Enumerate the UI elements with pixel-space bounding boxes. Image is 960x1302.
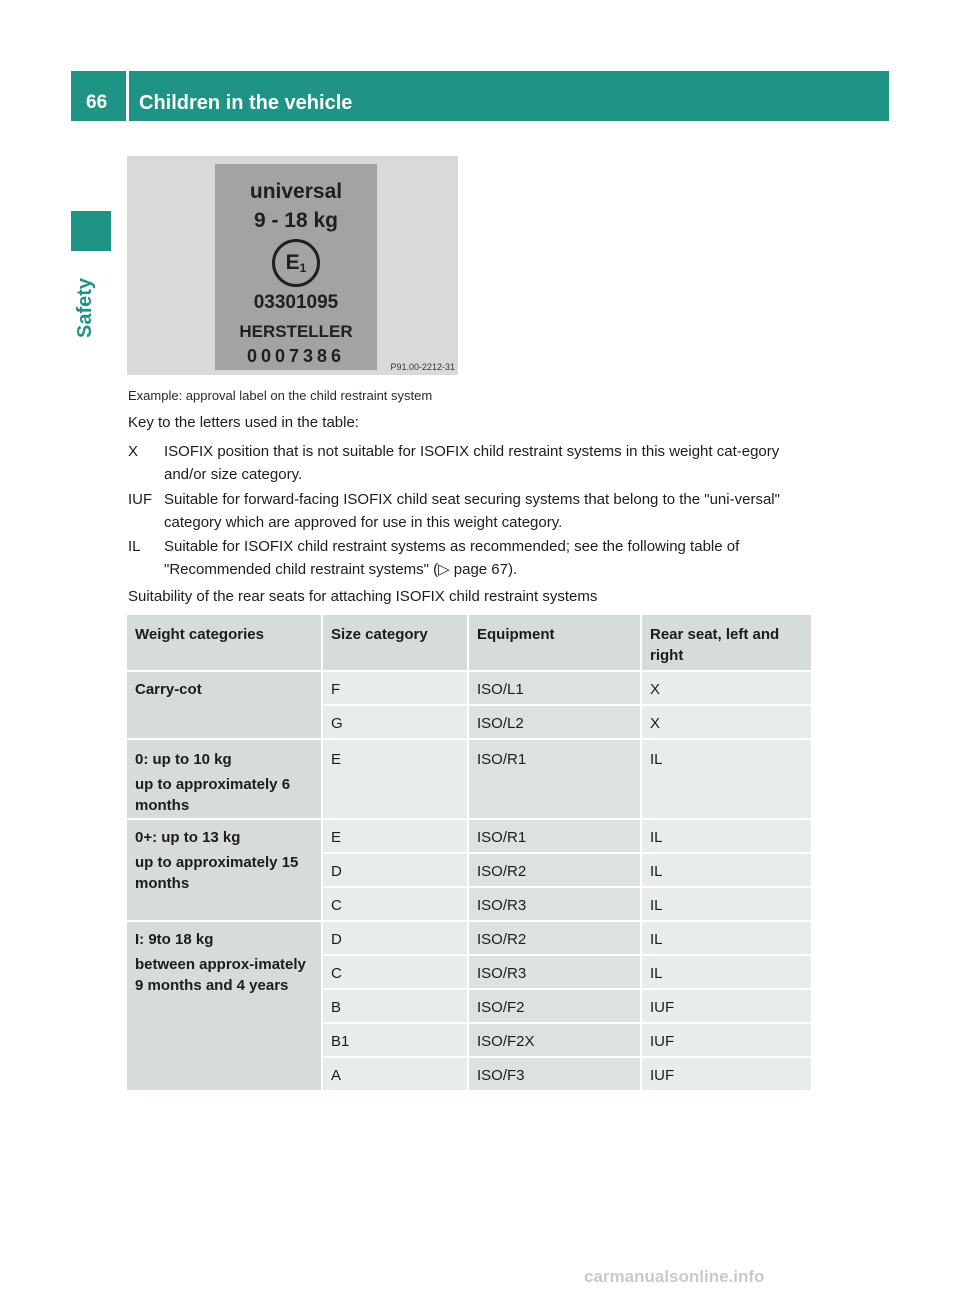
label-universal: universal — [249, 180, 343, 203]
chapter-title: Children in the vehicle — [139, 92, 353, 114]
approval-label-plate — [215, 164, 377, 370]
rear-seat-cell: IL — [642, 740, 811, 820]
equipment-cell: ISO/F2 — [469, 990, 642, 1024]
size-cell: F — [323, 672, 469, 706]
label-serial: 0007386 — [246, 346, 346, 366]
label-approval-number: 03301095 — [253, 292, 339, 313]
table-title: Suitability of the rear seats for attaching ISOFIX child restraint systems — [128, 588, 598, 605]
col-header-size: Size category — [323, 615, 469, 672]
equipment-cell: ISO/L2 — [469, 706, 642, 740]
rear-seat-cell: X — [642, 672, 811, 706]
weight-category-cell — [127, 672, 323, 740]
table-header-row — [127, 615, 811, 672]
equipment-cell: ISO/R1 — [469, 820, 642, 854]
rear-seat-cell: X — [642, 706, 811, 740]
table-row — [127, 922, 811, 956]
rear-seat-cell: IL — [642, 888, 811, 922]
figure-caption: Example: approval label on the child restraint system — [128, 388, 433, 403]
label-manufacturer: HERSTELLER — [239, 322, 353, 341]
key-intro: Key to the letters used in the table: — [128, 414, 359, 431]
e-mark-number: 1 — [299, 261, 307, 275]
key-text: ISOFIX position that is not suitable for ISOFIX child restraint systems in this weight cat-egory and/or size category. — [164, 443, 780, 483]
figure-reference: P91.00-2212-31 — [390, 362, 455, 372]
equipment-cell: ISO/R2 — [469, 922, 642, 956]
weight-category-cell — [127, 820, 323, 922]
e-mark-letter: E — [285, 251, 300, 274]
equipment-cell: ISO/L1 — [469, 672, 642, 706]
key-item-x — [128, 440, 818, 486]
weight-category-cell — [127, 740, 323, 820]
rear-seat-cell: IL — [642, 922, 811, 956]
key-text: Suitable for forward-facing ISOFIX child seat securing systems that belong to the "uni-versal" category which are approved for use in this weight category. — [164, 491, 780, 531]
col-header-rear-seat: Rear seat, left and right — [642, 615, 811, 672]
size-cell: G — [323, 706, 469, 740]
rear-seat-cell: IUF — [642, 1024, 811, 1058]
key-letter: IL — [128, 538, 141, 555]
table-row — [127, 820, 811, 854]
size-cell: A — [323, 1058, 469, 1092]
size-cell: B — [323, 990, 469, 1024]
size-cell: C — [323, 888, 469, 922]
weight-category-name: 0+: up to 13 kg — [135, 829, 241, 846]
key-letter: X — [128, 443, 139, 460]
rear-seat-cell: IL — [642, 854, 811, 888]
equipment-cell: ISO/F3 — [469, 1058, 642, 1092]
key-item-il — [128, 535, 818, 581]
table-row — [127, 740, 811, 820]
equipment-cell: ISO/R2 — [469, 854, 642, 888]
page-number: 66 — [86, 92, 108, 113]
isofix-suitability-table — [127, 615, 811, 1092]
header-divider — [126, 71, 129, 121]
size-cell: B1 — [323, 1024, 469, 1058]
weight-category-age: between approx-imately 9 months and 4 years — [135, 956, 306, 994]
equipment-cell: ISO/F2X — [469, 1024, 642, 1058]
table-row — [127, 672, 811, 706]
equipment-cell: ISO/R3 — [469, 956, 642, 990]
side-tab-label: Safety — [74, 277, 96, 338]
rear-seat-cell: IUF — [642, 1058, 811, 1092]
size-cell: C — [323, 956, 469, 990]
size-cell: D — [323, 922, 469, 956]
label-weight: 9 - 18 kg — [253, 209, 339, 232]
size-cell: D — [323, 854, 469, 888]
e-mark-icon — [272, 239, 320, 287]
equipment-cell: ISO/R1 — [469, 740, 642, 820]
key-letter: IUF — [128, 491, 153, 508]
col-header-equipment: Equipment — [469, 615, 642, 672]
weight-category-age: up to approximately 15 months — [135, 854, 299, 892]
size-cell: E — [323, 740, 469, 820]
watermark: carmanualsonline.info — [584, 1267, 765, 1286]
rear-seat-cell: IUF — [642, 990, 811, 1024]
size-cell: E — [323, 820, 469, 854]
weight-category-name: I: 9to 18 kg — [135, 931, 214, 948]
key-item-iuf — [128, 488, 818, 534]
weight-category-name: 0: up to 10 kg — [135, 751, 232, 768]
rear-seat-cell: IL — [642, 956, 811, 990]
key-text: Suitable for ISOFIX child restraint systems as recommended; see the following table of "Recommended child restraint systems" (▷ page 67). — [164, 538, 740, 578]
equipment-cell: ISO/R3 — [469, 888, 642, 922]
side-tab-block — [71, 211, 111, 251]
approval-label-figure — [127, 156, 458, 375]
weight-category-cell — [127, 922, 323, 1092]
weight-category-name: Carry-cot — [135, 681, 202, 698]
weight-category-age: up to approximately 6 months — [135, 776, 291, 814]
col-header-weight: Weight categories — [127, 615, 323, 672]
rear-seat-cell: IL — [642, 820, 811, 854]
